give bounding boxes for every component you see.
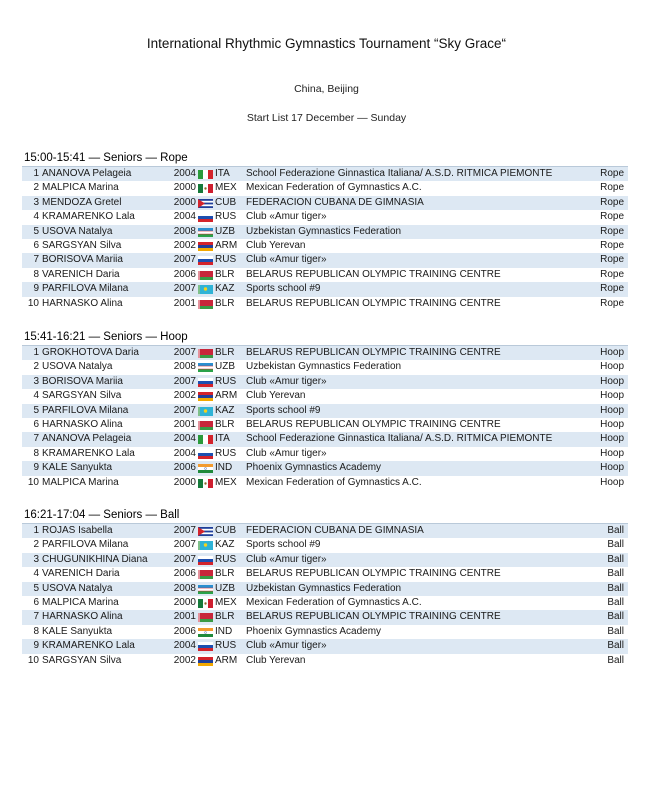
country-code: RUS xyxy=(215,211,237,223)
club-name: BELARUS REPUBLICAN OLYMPIC TRAINING CENTRE xyxy=(246,568,501,580)
country-code: MEX xyxy=(215,596,237,608)
table-row xyxy=(22,582,628,596)
apparatus: Ball xyxy=(607,625,624,637)
country-code: UZB xyxy=(215,582,235,594)
apparatus: Rope xyxy=(600,211,624,223)
apparatus: Ball xyxy=(607,553,624,565)
apparatus: Hoop xyxy=(600,347,624,358)
athlete-name: ROJAS Isabella xyxy=(42,525,113,536)
athlete-name: ANANOVA Pelageia xyxy=(42,433,132,445)
club-name: Mexican Federation of Gymnastics A.C. xyxy=(246,476,422,488)
athlete-name: PARFILOVA Milana xyxy=(42,283,129,295)
italy-flag-icon xyxy=(198,435,213,444)
apparatus: Rope xyxy=(600,297,624,309)
athlete-name: PARFILOVA Milana xyxy=(42,539,129,551)
rank-cell: 6 xyxy=(33,239,39,251)
athlete-name: BORISOVA Mariia xyxy=(42,375,123,387)
country-code: RUS xyxy=(215,640,237,652)
apparatus: Hoop xyxy=(600,404,624,416)
apparatus: Ball xyxy=(607,611,624,623)
country-code: RUS xyxy=(215,553,237,565)
athlete-name: HARNASKO Alina xyxy=(42,418,123,430)
rank-cell: 8 xyxy=(33,625,39,637)
athlete-name: VARENICH Daria xyxy=(42,568,120,580)
club-name: Club «Amur tiger» xyxy=(246,211,327,223)
belarus-flag-icon xyxy=(198,570,213,579)
table-row xyxy=(22,567,628,581)
cuba-flag-icon xyxy=(198,199,213,208)
athlete-name: MENDOZA Gretel xyxy=(42,196,122,208)
country-code: CUB xyxy=(215,525,237,536)
athlete-name: VARENICH Daria xyxy=(42,268,120,280)
apparatus: Rope xyxy=(600,168,624,179)
rank-cell: 5 xyxy=(33,404,39,416)
athlete-name: USOVA Natalya xyxy=(42,361,113,373)
birth-year: 2006 xyxy=(173,625,196,637)
rank-cell: 7 xyxy=(33,433,39,445)
birth-year: 2000 xyxy=(173,476,196,488)
session-heading: 15:41-16:21 — Seniors — Hoop xyxy=(22,329,628,346)
rank-cell: 2 xyxy=(33,182,39,194)
club-name: Sports school #9 xyxy=(246,283,321,295)
club-name: Uzbekistan Gymnastics Federation xyxy=(246,225,402,237)
club-name: BELARUS REPUBLICAN OLYMPIC TRAINING CENTRE xyxy=(246,347,501,358)
table-row xyxy=(22,225,628,239)
uzbekistan-flag-icon xyxy=(198,585,213,594)
apparatus: Hoop xyxy=(600,462,624,474)
club-name: Phoenix Gymnastics Academy xyxy=(246,625,382,637)
rank-cell: 2 xyxy=(33,539,39,551)
table-row xyxy=(22,404,628,418)
athlete-name: MALPICA Marina xyxy=(42,182,119,194)
table-row xyxy=(22,239,628,253)
table-row xyxy=(22,196,628,210)
athlete-name: SARGSYAN Silva xyxy=(42,654,122,666)
india-flag-icon xyxy=(198,628,213,637)
apparatus: Ball xyxy=(607,596,624,608)
birth-year: 2004 xyxy=(173,447,196,459)
apparatus: Hoop xyxy=(600,361,624,373)
belarus-flag-icon xyxy=(198,421,213,430)
rank-cell: 7 xyxy=(33,611,39,623)
club-name: Club «Amur tiger» xyxy=(246,375,327,387)
kazakhstan-flag-icon xyxy=(198,285,213,294)
russia-flag-icon xyxy=(198,450,213,459)
birth-year: 2008 xyxy=(173,582,196,594)
rank-cell: 4 xyxy=(33,390,39,402)
table-row xyxy=(22,268,628,282)
belarus-flag-icon xyxy=(198,613,213,622)
belarus-flag-icon xyxy=(198,271,213,280)
armenia-flag-icon xyxy=(198,657,213,666)
birth-year: 2002 xyxy=(173,654,196,666)
birth-year: 2007 xyxy=(173,553,196,565)
athlete-name: PARFILOVA Milana xyxy=(42,404,129,416)
rank-cell: 1 xyxy=(33,525,39,536)
apparatus: Rope xyxy=(600,283,624,295)
rank-cell: 10 xyxy=(27,297,39,309)
country-code: KAZ xyxy=(215,539,235,551)
country-code: KAZ xyxy=(215,283,235,295)
rank-cell: 9 xyxy=(33,283,39,295)
rank-cell: 1 xyxy=(33,168,39,179)
club-name: Uzbekistan Gymnastics Federation xyxy=(246,361,402,373)
birth-year: 2004 xyxy=(173,168,196,179)
table-row xyxy=(22,538,628,552)
birth-year: 2002 xyxy=(173,390,196,402)
athlete-name: MALPICA Marina xyxy=(42,476,119,488)
athlete-name: KALE Sanyukta xyxy=(42,462,113,474)
club-name: BELARUS REPUBLICAN OLYMPIC TRAINING CENTRE xyxy=(246,297,501,309)
club-name: Club Yerevan xyxy=(246,390,306,402)
birth-year: 2007 xyxy=(173,347,196,358)
table-row xyxy=(22,346,628,360)
apparatus: Rope xyxy=(600,182,624,194)
country-code: BLR xyxy=(215,347,235,358)
uzbekistan-flag-icon xyxy=(198,363,213,372)
club-name: Sports school #9 xyxy=(246,404,321,416)
club-name: Phoenix Gymnastics Academy xyxy=(246,462,382,474)
cuba-flag-icon xyxy=(198,527,213,536)
russia-flag-icon xyxy=(198,642,213,651)
apparatus: Hoop xyxy=(600,418,624,430)
rank-cell: 9 xyxy=(33,462,39,474)
country-code: ITA xyxy=(215,433,230,445)
athlete-name: USOVA Natalya xyxy=(42,582,113,594)
club-name: Club «Amur tiger» xyxy=(246,553,327,565)
apparatus: Ball xyxy=(607,654,624,666)
table-row xyxy=(22,297,628,311)
belarus-flag-icon xyxy=(198,349,213,358)
athlete-name: BORISOVA Mariia xyxy=(42,254,123,266)
birth-year: 2000 xyxy=(173,596,196,608)
club-name: BELARUS REPUBLICAN OLYMPIC TRAINING CENTRE xyxy=(246,418,501,430)
table-row xyxy=(22,596,628,610)
birth-year: 2001 xyxy=(173,297,196,309)
location-line: China, Beijing xyxy=(294,83,359,95)
country-code: MEX xyxy=(215,476,237,488)
country-code: BLR xyxy=(215,568,235,580)
country-code: BLR xyxy=(215,268,235,280)
rank-cell: 3 xyxy=(33,553,39,565)
rank-cell: 9 xyxy=(33,640,39,652)
athlete-name: ANANOVA Pelageia xyxy=(42,168,132,179)
table-row xyxy=(22,282,628,296)
birth-year: 2006 xyxy=(173,268,196,280)
birth-year: 2007 xyxy=(173,283,196,295)
belarus-flag-icon xyxy=(198,300,213,309)
birth-year: 2008 xyxy=(173,361,196,373)
birth-year: 2004 xyxy=(173,433,196,445)
russia-flag-icon xyxy=(198,556,213,565)
table-row xyxy=(22,253,628,267)
russia-flag-icon xyxy=(198,378,213,387)
rank-cell: 10 xyxy=(27,654,39,666)
birth-year: 2007 xyxy=(173,525,196,536)
birth-year: 2007 xyxy=(173,539,196,551)
armenia-flag-icon xyxy=(198,392,213,401)
apparatus: Hoop xyxy=(600,390,624,402)
session-section xyxy=(22,150,628,311)
india-flag-icon xyxy=(198,464,213,473)
table-row xyxy=(22,639,628,653)
rank-cell: 4 xyxy=(33,211,39,223)
country-code: IND xyxy=(215,625,233,637)
apparatus: Ball xyxy=(607,539,624,551)
country-code: RUS xyxy=(215,375,237,387)
club-name: FEDERACION CUBANA DE GIMNASIA xyxy=(246,525,424,536)
athlete-name: MALPICA Marina xyxy=(42,596,119,608)
rank-cell: 7 xyxy=(33,254,39,266)
rank-cell: 1 xyxy=(33,347,39,358)
table-row xyxy=(22,461,628,475)
club-name: Mexican Federation of Gymnastics A.C. xyxy=(246,596,422,608)
table-row xyxy=(22,375,628,389)
birth-year: 2002 xyxy=(173,239,196,251)
country-code: KAZ xyxy=(215,404,235,416)
athlete-name: KALE Sanyukta xyxy=(42,625,113,637)
table-row xyxy=(22,476,628,490)
table-row xyxy=(22,167,628,181)
apparatus: Rope xyxy=(600,254,624,266)
session-section xyxy=(22,329,628,490)
rank-cell: 8 xyxy=(33,447,39,459)
apparatus: Rope xyxy=(600,268,624,280)
russia-flag-icon xyxy=(198,256,213,265)
athlete-name: USOVA Natalya xyxy=(42,225,113,237)
apparatus: Ball xyxy=(607,568,624,580)
apparatus: Ball xyxy=(607,640,624,652)
page-title: International Rhythmic Gymnastics Tournament “Sky Grace“ xyxy=(146,36,507,51)
rank-cell: 3 xyxy=(33,375,39,387)
country-code: BLR xyxy=(215,418,235,430)
country-code: ARM xyxy=(215,390,238,402)
kazakhstan-flag-icon xyxy=(198,407,213,416)
athlete-name: KRAMARENKO Lala xyxy=(42,640,135,652)
apparatus: Rope xyxy=(600,196,624,208)
apparatus: Rope xyxy=(600,239,624,251)
session-section xyxy=(22,507,628,668)
athlete-name: HARNASKO Alina xyxy=(42,611,123,623)
mexico-flag-icon xyxy=(198,479,213,488)
table-row xyxy=(22,210,628,224)
country-code: RUS xyxy=(215,254,237,266)
country-code: ARM xyxy=(215,239,238,251)
mexico-flag-icon xyxy=(198,184,213,193)
table-row xyxy=(22,432,628,446)
country-code: RUS xyxy=(215,447,237,459)
table-row xyxy=(22,360,628,374)
club-name: FEDERACION CUBANA DE GIMNASIA xyxy=(246,196,424,208)
table-row xyxy=(22,610,628,624)
country-code: BLR xyxy=(215,297,235,309)
start-list-date: Start List 17 December — Sunday xyxy=(246,112,407,124)
armenia-flag-icon xyxy=(198,242,213,251)
club-name: Club Yerevan xyxy=(246,239,306,251)
club-name: Club «Amur tiger» xyxy=(246,254,327,266)
session-heading: 15:00-15:41 — Seniors — Rope xyxy=(22,150,628,167)
rank-cell: 6 xyxy=(33,418,39,430)
club-name: Sports school #9 xyxy=(246,539,321,551)
birth-year: 2007 xyxy=(173,254,196,266)
rank-cell: 5 xyxy=(33,582,39,594)
country-code: UZB xyxy=(215,225,235,237)
athlete-name: SARGSYAN Silva xyxy=(42,239,122,251)
table-row xyxy=(22,418,628,432)
club-name: Mexican Federation of Gymnastics A.C. xyxy=(246,182,422,194)
table-row xyxy=(22,625,628,639)
birth-year: 2001 xyxy=(173,418,196,430)
apparatus: Ball xyxy=(607,525,624,536)
birth-year: 2004 xyxy=(173,640,196,652)
birth-year: 2007 xyxy=(173,375,196,387)
birth-year: 2004 xyxy=(173,211,196,223)
country-code: BLR xyxy=(215,611,235,623)
club-name: Club Yerevan xyxy=(246,654,306,666)
athlete-name: SARGSYAN Silva xyxy=(42,390,122,402)
apparatus: Ball xyxy=(607,582,624,594)
rank-cell: 3 xyxy=(33,196,39,208)
country-code: IND xyxy=(215,462,233,474)
birth-year: 2000 xyxy=(173,196,196,208)
apparatus: Hoop xyxy=(600,476,624,488)
athlete-name: CHUGUNIKHINA Diana xyxy=(42,553,148,565)
athlete-name: KRAMARENKO Lala xyxy=(42,447,135,459)
club-name: Club «Amur tiger» xyxy=(246,640,327,652)
country-code: MEX xyxy=(215,182,237,194)
country-code: CUB xyxy=(215,196,237,208)
country-code: ITA xyxy=(215,168,230,179)
athlete-name: GROKHOTOVA Daria xyxy=(42,347,139,358)
club-name: School Federazione Ginnastica Italiana/ A.S.D. RITMICA PIEMONTE xyxy=(246,168,553,179)
birth-year: 2006 xyxy=(173,462,196,474)
rank-cell: 8 xyxy=(33,268,39,280)
apparatus: Hoop xyxy=(600,433,624,445)
athlete-name: HARNASKO Alina xyxy=(42,297,123,309)
table-row xyxy=(22,524,628,538)
club-name: BELARUS REPUBLICAN OLYMPIC TRAINING CENTRE xyxy=(246,268,501,280)
table-row xyxy=(22,181,628,195)
club-name: Club «Amur tiger» xyxy=(246,447,327,459)
kazakhstan-flag-icon xyxy=(198,541,213,550)
birth-year: 2006 xyxy=(173,568,196,580)
club-name: School Federazione Ginnastica Italiana/ A.S.D. RITMICA PIEMONTE xyxy=(246,433,553,445)
uzbekistan-flag-icon xyxy=(198,228,213,237)
table-row xyxy=(22,447,628,461)
birth-year: 2008 xyxy=(173,225,196,237)
apparatus: Hoop xyxy=(600,375,624,387)
birth-year: 2000 xyxy=(173,182,196,194)
club-name: Uzbekistan Gymnastics Federation xyxy=(246,582,402,594)
birth-year: 2007 xyxy=(173,404,196,416)
apparatus: Hoop xyxy=(600,447,624,459)
rank-cell: 6 xyxy=(33,596,39,608)
rank-cell: 2 xyxy=(33,361,39,373)
apparatus: Rope xyxy=(600,225,624,237)
session-heading: 16:21-17:04 — Seniors — Ball xyxy=(22,507,628,524)
mexico-flag-icon xyxy=(198,599,213,608)
athlete-name: KRAMARENKO Lala xyxy=(42,211,135,223)
table-row xyxy=(22,654,628,668)
country-code: UZB xyxy=(215,361,235,373)
rank-cell: 4 xyxy=(33,568,39,580)
table-row xyxy=(22,389,628,403)
russia-flag-icon xyxy=(198,213,213,222)
birth-year: 2001 xyxy=(173,611,196,623)
rank-cell: 5 xyxy=(33,225,39,237)
club-name: BELARUS REPUBLICAN OLYMPIC TRAINING CENTRE xyxy=(246,611,501,623)
italy-flag-icon xyxy=(198,170,213,179)
country-code: ARM xyxy=(215,654,238,666)
rank-cell: 10 xyxy=(27,476,39,488)
table-row xyxy=(22,553,628,567)
